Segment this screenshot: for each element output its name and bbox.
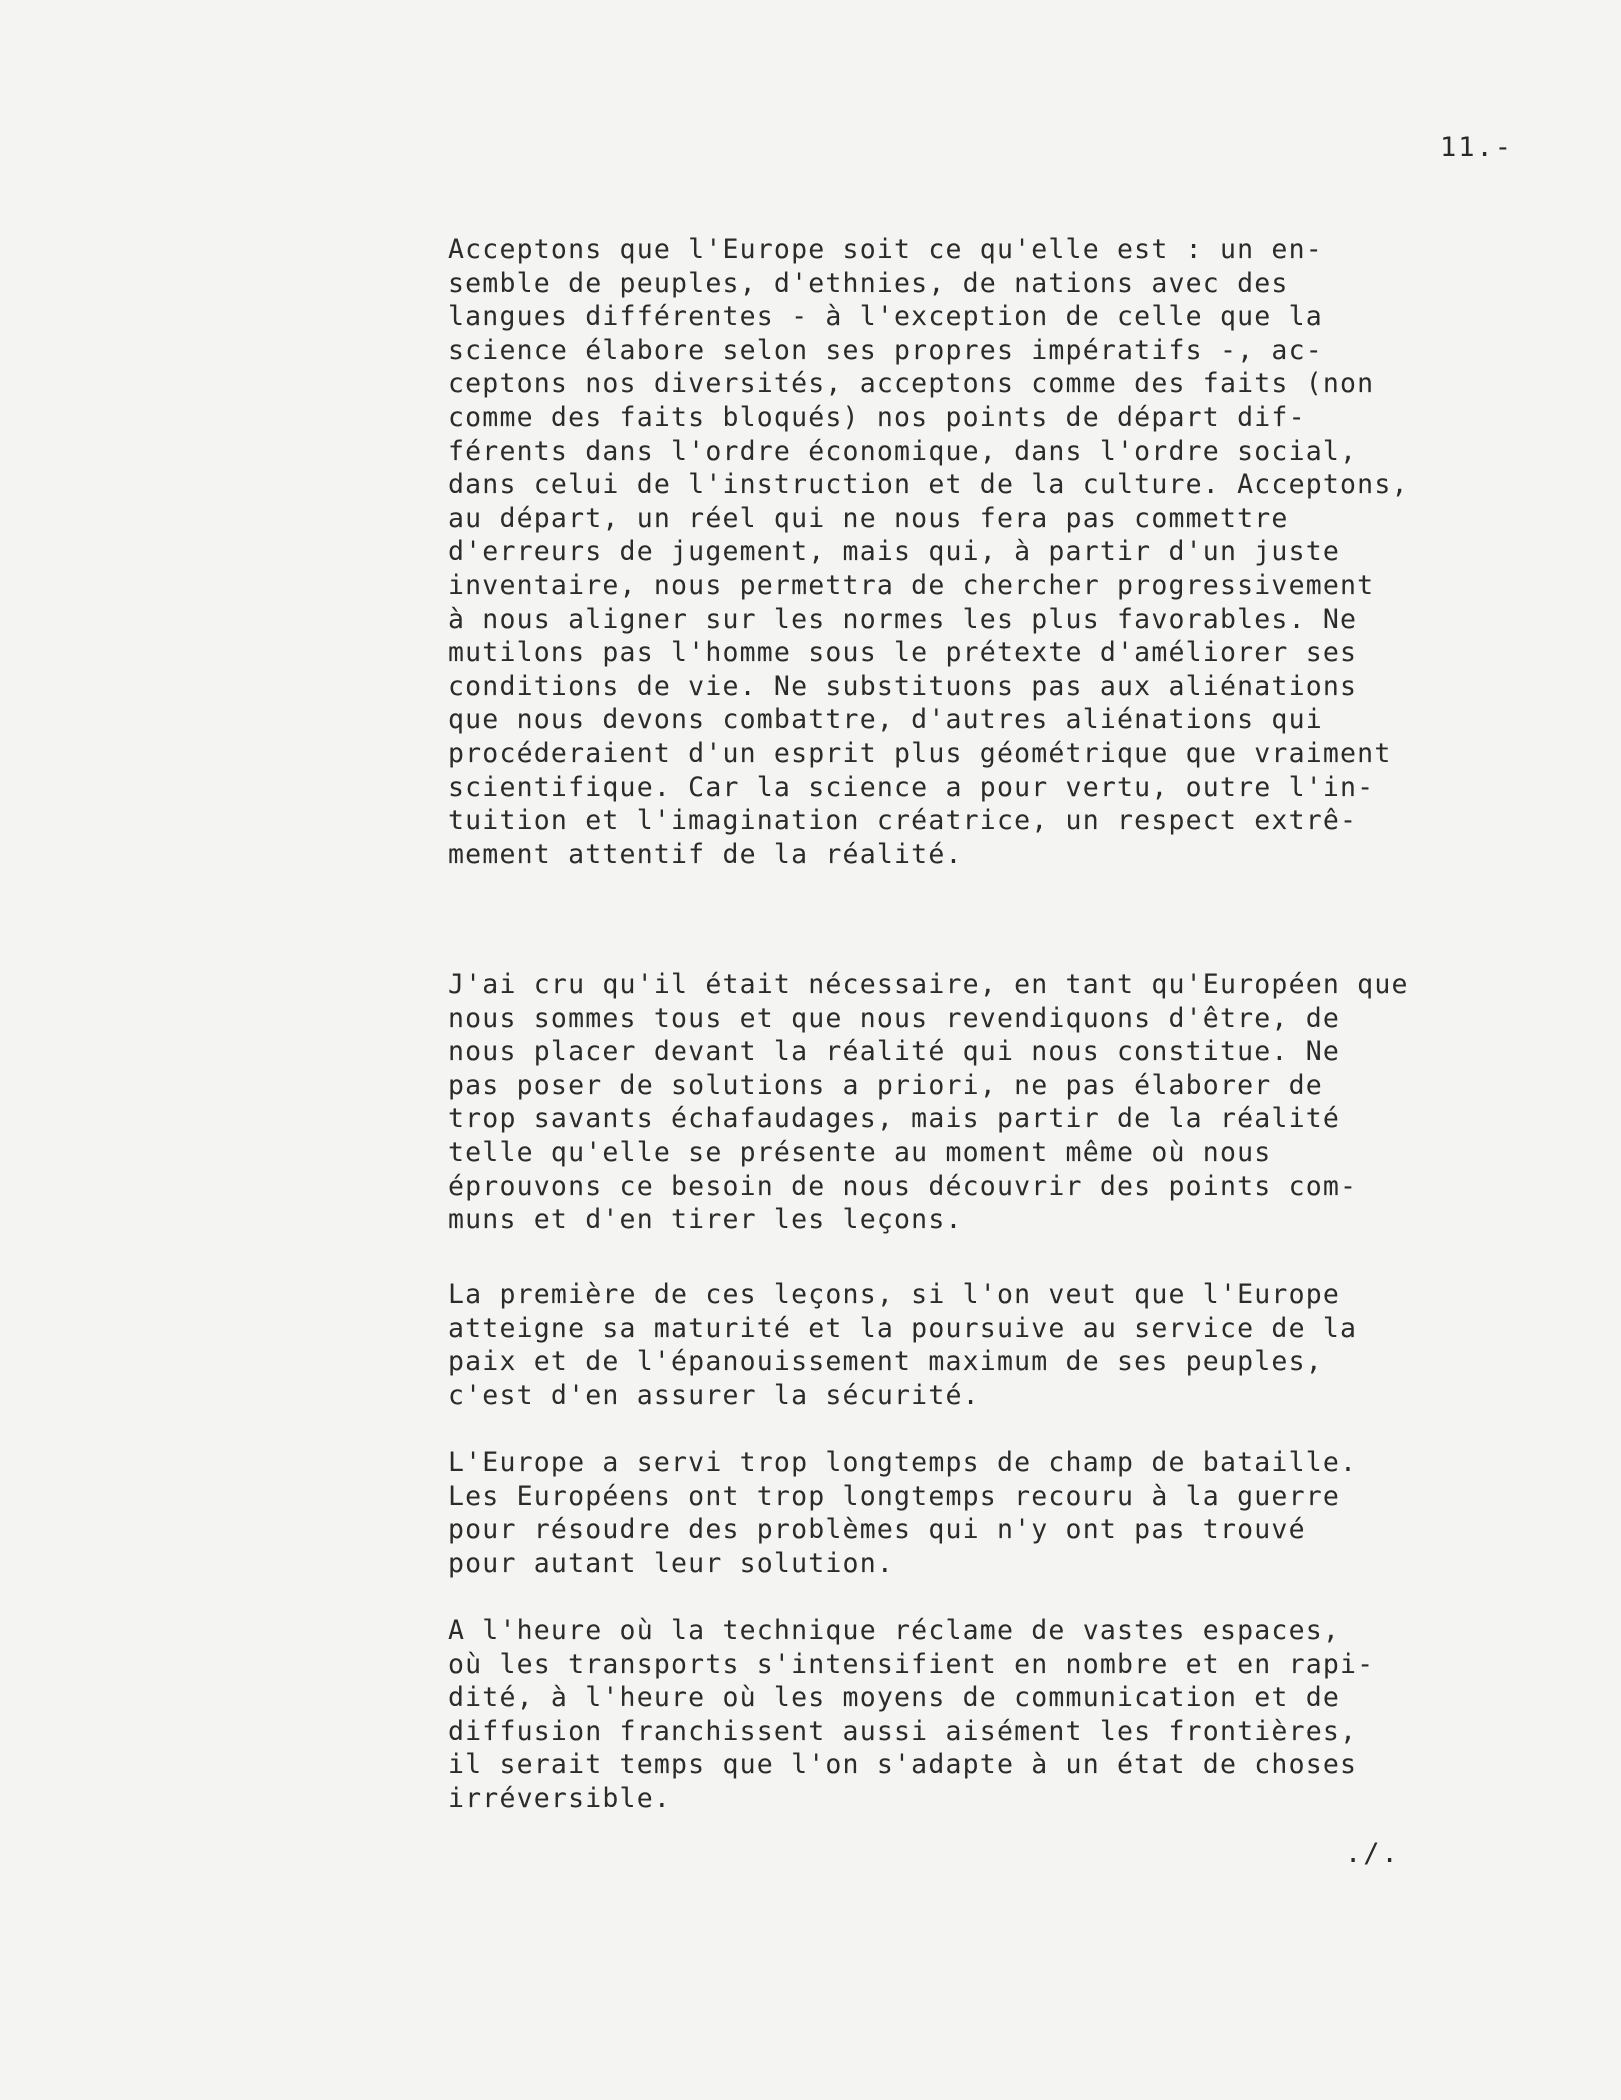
text-line: à nous aligner sur les normes les plus favorables. Ne	[448, 603, 1358, 635]
text-line: telle qu'elle se présente au moment même où nous	[448, 1136, 1272, 1168]
text-line: il serait temps que l'on s'adapte à un état de choses	[448, 1749, 1358, 1781]
text-line: L'Europe a servi trop longtemps de champ de bataille.	[448, 1447, 1358, 1478]
text-line: A l'heure où la technique réclame de vastes espaces,	[448, 1615, 1341, 1646]
text-line: science élabore selon ses propres impératifs -, ac-	[448, 334, 1323, 366]
text-line: pas poser de solutions a priori, ne pas élaborer de	[448, 1069, 1323, 1101]
paragraph-jai-cru	[448, 968, 1409, 1237]
body-text	[448, 0, 1598, 1814]
text-line: mutilons pas l'homme sous le prétexte d'améliorer ses	[448, 637, 1358, 669]
text-line: mement attentif de la réalité.	[448, 838, 963, 870]
text-line: pour autant leur solution.	[448, 1547, 895, 1579]
paragraph-acceptons	[448, 233, 1409, 871]
text-line: Acceptons que l'Europe soit ce qu'elle est : un en-	[448, 234, 1323, 265]
text-line: où les transports s'intensifient en nombre et en rapi-	[448, 1648, 1375, 1680]
text-line: atteigne sa maturité et la poursuive au service de la	[448, 1312, 1358, 1344]
text-line: Les Européens ont trop longtemps recouru à la guerre	[448, 1480, 1341, 1512]
text-line: pour résoudre des problèmes qui n'y ont pas trouvé	[448, 1514, 1306, 1546]
continuation-mark: ./.	[1345, 1838, 1400, 1869]
text-line: tuition et l'imagination créatrice, un respect extrê-	[448, 805, 1358, 837]
text-line: conditions de vie. Ne substituons pas aux aliénations	[448, 670, 1358, 702]
page-number: 11.-	[1440, 132, 1514, 163]
text-line: éprouvons ce besoin de nous découvrir des points com-	[448, 1170, 1358, 1202]
text-line: au départ, un réel qui ne nous fera pas commettre	[448, 502, 1289, 534]
text-line: langues différentes - à l'exception de celle que la	[448, 301, 1323, 333]
text-line: trop savants échafaudages, mais partir de la réalité	[448, 1103, 1341, 1135]
text-line: nous placer devant la réalité qui nous constitue. Ne	[448, 1036, 1341, 1068]
text-line: muns et d'en tirer les leçons.	[448, 1204, 963, 1236]
text-line: que nous devons combattre, d'autres aliénations qui	[448, 704, 1323, 736]
paragraph-premiere-lecon	[448, 1278, 1357, 1412]
text-line: irréversible.	[448, 1782, 672, 1814]
text-line: dans celui de l'instruction et de la culture. Acceptons,	[448, 469, 1409, 501]
text-line: dité, à l'heure où les moyens de communication et de	[448, 1682, 1341, 1714]
paragraph-champ-de-bataille	[448, 1446, 1357, 1580]
text-line: nous sommes tous et que nous revendiquons d'être, de	[448, 1002, 1341, 1034]
text-line: paix et de l'épanouissement maximum de ses peuples,	[448, 1346, 1323, 1378]
text-line: férents dans l'ordre économique, dans l'ordre social,	[448, 435, 1358, 467]
paragraph-technique	[448, 1614, 1374, 1816]
text-line: ceptons nos diversités, acceptons comme des faits (non	[448, 368, 1375, 400]
text-line: diffusion franchissent aussi aisément les frontières,	[448, 1715, 1358, 1747]
text-line: semble de peuples, d'ethnies, de nations avec des	[448, 267, 1289, 299]
text-line: inventaire, nous permettra de chercher progressivement	[448, 569, 1375, 601]
text-line: La première de ces leçons, si l'on veut que l'Europe	[448, 1279, 1341, 1310]
text-line: J'ai cru qu'il était nécessaire, en tant qu'Européen que	[448, 969, 1409, 1000]
text-line: d'erreurs de jugement, mais qui, à partir d'un juste	[448, 536, 1341, 568]
text-line: scientifique. Car la science a pour vertu, outre l'in-	[448, 771, 1375, 803]
text-line: procéderaient d'un esprit plus géométrique que vraiment	[448, 737, 1392, 769]
text-line: c'est d'en assurer la sécurité.	[448, 1379, 980, 1411]
text-line: comme des faits bloqués) nos points de départ dif-	[448, 401, 1306, 433]
